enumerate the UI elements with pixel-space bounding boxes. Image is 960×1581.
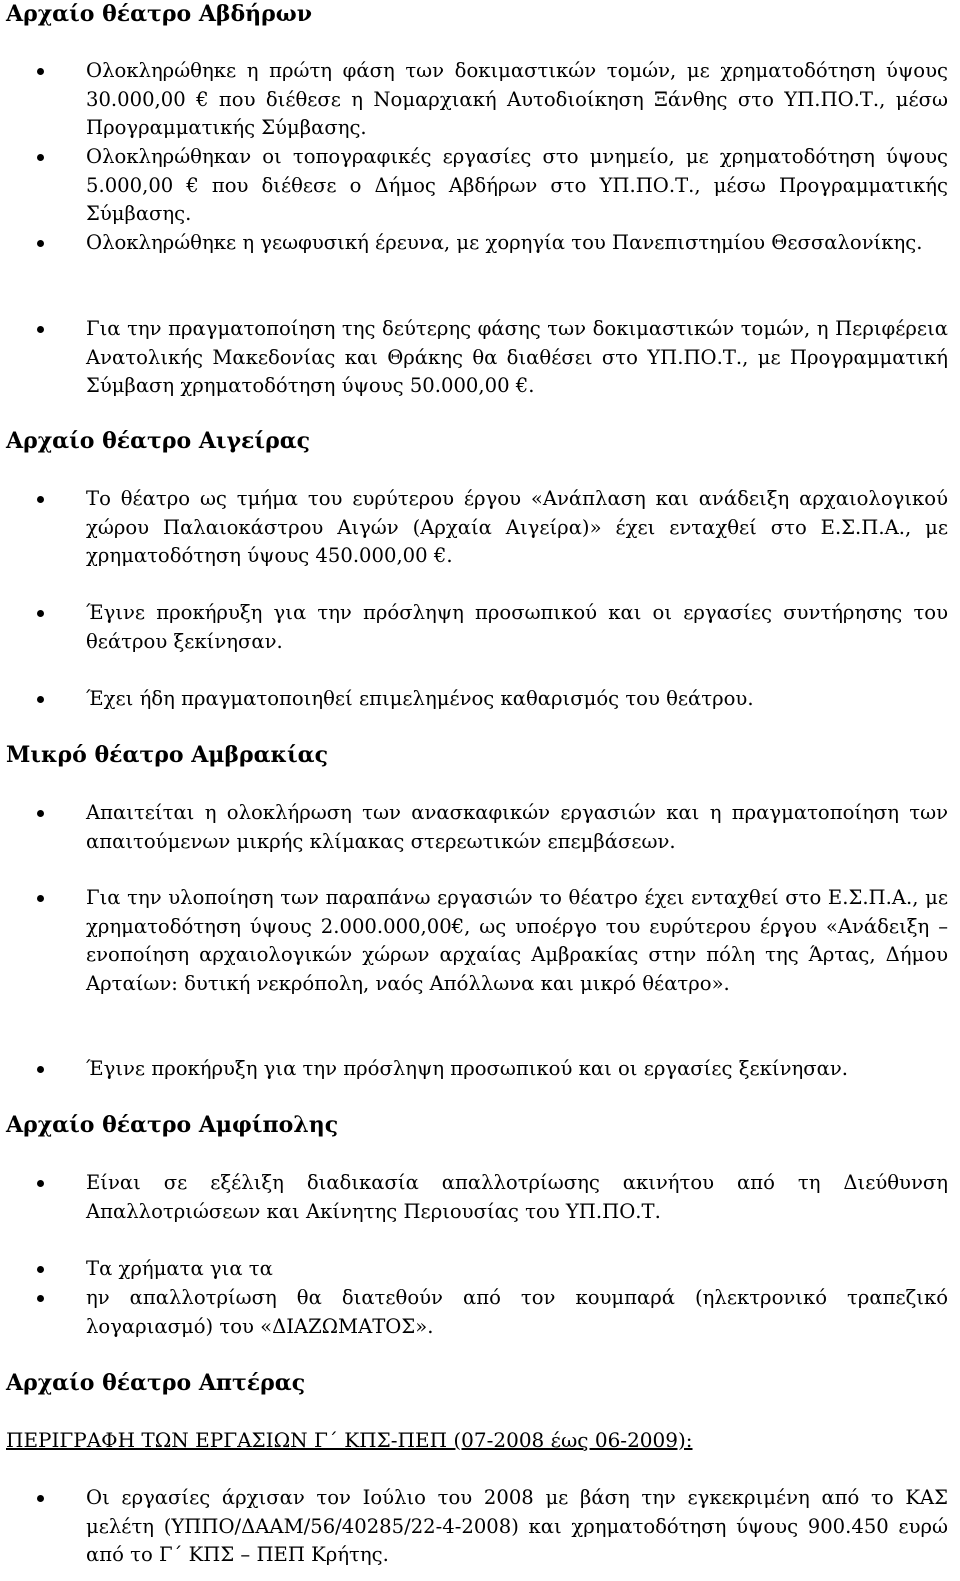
bullet-icon (37, 1066, 44, 1073)
list-item-text: Για την πραγματοποίηση της δεύτερης φάσης των δοκιμαστικών τομών, η Περιφέρεια Ανατολικής Μακεδονίας και Θράκης θα διαθέσει στο ΥΠ.ΠΟ.Τ., με Προγραμματική Σύμβαση χρηματοδότηση ύψους 50.000,00 €. (86, 317, 948, 397)
list-item-text: Οι εργασίες άρχισαν τον Ιούλιο του 2008 με βάση την εγκεκριμένη από το ΚΑΣ μελέτη (ΥΠΠΟ/ΔΑΑΜ/56/40285/22-4-2008) και χρηματοδότηση ύψους 900.450 ευρώ από το Γ΄ ΚΠΣ – ΠΕΠ Κρήτης. (86, 1486, 948, 1566)
bullet-icon (37, 240, 44, 247)
bullet-icon (37, 68, 44, 75)
list-item-text: ην απαλλοτρίωση θα διατεθούν από τον κουμπαρά (ηλεκτρονικό τραπεζικό λογαριασμό) του «ΔΙΑΖΩΜΑΤΟΣ». (86, 1286, 948, 1338)
bullet-icon (37, 810, 44, 817)
list-item-text: Ολοκληρώθηκε η πρώτη φάση των δοκιμαστικών τομών, με χρηματοδότηση ύψους 30.000,00 € που διέθεσε η Νομαρχιακή Αυτοδιοίκηση Ξάνθης στο ΥΠ.ΠΟ.Τ., μέσω Προγραμματικής Σύμβασης. (86, 59, 948, 139)
bullet-icon (37, 1180, 44, 1187)
section-heading-avdira: Αρχαίο θέατρο Αβδήρων (6, 1, 313, 27)
bullet-icon (37, 326, 44, 333)
bullet-icon (37, 610, 44, 617)
list-item-text: Για την υλοποίηση των παραπάνω εργασιών το θέατρο έχει ενταχθεί στο Ε.Σ.Π.Α., με χρηματοδότηση ύψους 2.000.000,00€, ως υποέργο του ευρύτερου έργου «Ανάδειξη – ενοποίηση αρχαιολογικών χώρων αρχαίας Αμβρακίας στην πόλη της Άρτας, Δήμου Αρταίων: δυτική νεκρόπολη, ναός Απόλλωνα και μικρό θέατρο». (86, 886, 948, 995)
section-heading-aigeira: Αρχαίο θέατρο Αιγείρας (6, 428, 311, 454)
list-item-text: Απαιτείται η ολοκλήρωση των ανασκαφικών εργασιών και η πραγματοποίηση των απαιτούμενων μικρής κλίμακας στερεωτικών επεμβάσεων. (86, 801, 948, 853)
section-heading-amvrakia: Μικρό θέατρο Αμβρακίας (6, 742, 328, 768)
list-item-text: Ολοκληρώθηκε η γεωφυσική έρευνα, με χορηγία του Πανεπιστημίου Θεσσαλονίκης. (86, 231, 923, 254)
list-item-text: Το θέατρο ως τμήμα του ευρύτερου έργου «Ανάπλαση και ανάδειξη αρχαιολογικού χώρου Παλαιοκάστρου Αιγών (Αρχαία Αιγείρα)» έχει ενταχθεί στο Ε.Σ.Π.Α., με χρηματοδότηση ύψους 450.000,00 €. (86, 487, 948, 567)
bullet-icon (37, 1495, 44, 1502)
list-item-text: Τα χρήματα για τα (86, 1257, 273, 1280)
list-item-text: Είναι σε εξέλιξη διαδικασία απαλλοτρίωσης ακινήτου από τη Διεύθυνση Απαλλοτριώσεων και Ακίνητης Περιουσίας του ΥΠ.ΠΟ.Τ. (86, 1171, 948, 1223)
bullet-icon (37, 154, 44, 161)
list-item-text: Ολοκληρώθηκαν οι τοπογραφικές εργασίες στο μνημείο, με χρηματοδότηση ύψους 5.000,00 € που διέθεσε ο Δήμος Αβδήρων στο ΥΠ.ΠΟ.Τ., μέσω Προγραμματικής Σύμβασης. (86, 145, 948, 225)
bullet-icon (37, 1266, 44, 1273)
bullet-icon (37, 696, 44, 703)
section-heading-aptera: Αρχαίο θέατρο Απτέρας (6, 1370, 306, 1396)
list-item-text: Έχει ήδη πραγματοποιηθεί επιμελημένος καθαρισμός του θεάτρου. (86, 687, 754, 710)
bullet-icon (37, 496, 44, 503)
bullet-icon (37, 1295, 44, 1302)
list-item-text: Έγινε προκήρυξη για την πρόσληψη προσωπικού και οι εργασίες συντήρησης του θεάτρου ξεκίνησαν. (86, 601, 948, 653)
section-subheading: ΠΕΡΙΓΡΑΦΗ ΤΩΝ ΕΡΓΑΣΙΩΝ Γ΄ ΚΠΣ-ΠΕΠ (07-2008 έως 06-2009): (6, 1428, 693, 1452)
section-heading-amfipoli: Αρχαίο θέατρο Αμφίπολης (6, 1112, 339, 1138)
bullet-icon (37, 895, 44, 902)
list-item-text: Έγινε προκήρυξη για την πρόσληψη προσωπικού και οι εργασίες ξεκίνησαν. (86, 1057, 848, 1080)
